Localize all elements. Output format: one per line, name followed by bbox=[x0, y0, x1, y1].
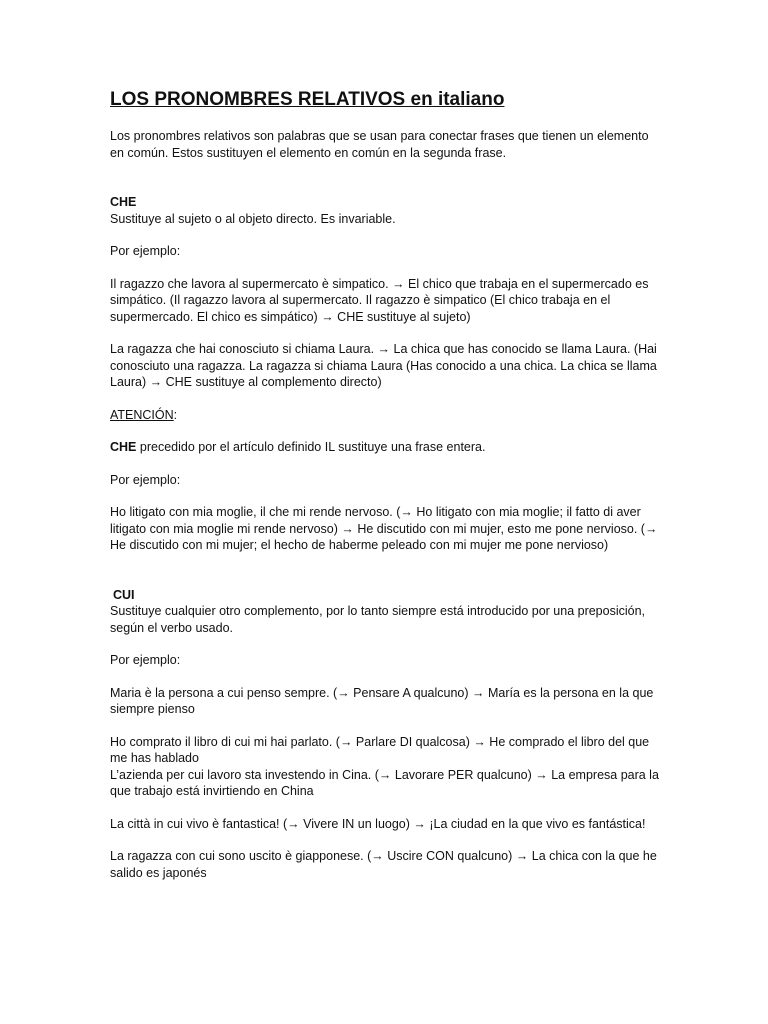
atencion-che-bold: CHE bbox=[110, 440, 137, 454]
atencion-paragraph bbox=[110, 439, 660, 456]
document-title: LOS PRONOMBRES RELATIVOS en italiano bbox=[110, 89, 505, 110]
cui-description: Sustituye cualquier otro complemento, por lo tanto siempre está introducido por una preposición, según el verbo usado. bbox=[110, 604, 646, 635]
che-example-3: Ho litigato con mia moglie, il che mi rende nervoso. (→ Ho litigato con mia moglie; il fatto di aver litigato con mia moglie mi rende nervoso) → He discutido con mi mujer, esto me pone nervioso. (→ He discutido con mi mujer; el hecho de haberme peleado con mi mujer me pone nervioso) bbox=[110, 505, 658, 552]
cui-example-3: La città in cui vivo è fantastica! (→ Vivere IN un luogo) → ¡La ciudad en la que vivo es fantástica! bbox=[110, 816, 646, 831]
che-por-ejemplo: Por ejemplo: bbox=[110, 244, 181, 258]
cui-example-2b: L’azienda per cui lavoro sta investendo in Cina. (→ Lavorare PER qualcuno) → La empresa para la que trabajo está invirtiendo en China bbox=[110, 767, 659, 798]
cui-example-4: La ragazza con cui sono uscito è giapponese. (→ Uscire CON qualcuno) → La chica con la que he salido es japonés bbox=[110, 849, 657, 880]
intro-paragraph: Los pronombres relativos son palabras que se usan para conectar frases que tienen un elemento en común. Estos sustituyen el elemento en común en la segunda frase. bbox=[110, 129, 649, 160]
cui-heading: CUI bbox=[113, 587, 135, 602]
cui-example-1: Maria è la persona a cui penso sempre. (→ Pensare A qualcuno) → María es la persona en la que siempre pienso bbox=[110, 685, 654, 716]
che-example-1: Il ragazzo che lavora al supermercato è simpatico. → El chico que trabaja en el supermercado es simpático. (Il ragazzo lavora al supermercato. Il ragazzo è simpatico (El chico trabaja en el supermercado. El chico es simpático) → CHE sustituye al sujeto) bbox=[110, 276, 649, 324]
document-page bbox=[110, 88, 660, 881]
atencion-label bbox=[110, 407, 660, 424]
atencion-word: ATENCIÓN bbox=[110, 407, 174, 422]
che-heading: CHE bbox=[110, 195, 137, 209]
atencion-colon: : bbox=[173, 407, 178, 422]
cui-example-2a: Ho comprato il libro di cui mi hai parlato. (→ Parlare DI qualcosa) → He comprado el libro del que me has hablado bbox=[110, 734, 650, 765]
che-example-2: La ragazza che hai conosciuto si chiama Laura. → La chica que has conocido se llama Laura. (Hai conosciuto una ragazza. La ragazza si chiama Laura (Has conocido a una chica. La chica se llama Laura) → CHE sustituye al complemento directo) bbox=[110, 342, 657, 389]
che-por-ejemplo-2: Por ejemplo: bbox=[110, 472, 181, 487]
che-description: Sustituye al sujeto o al objeto directo. Es invariable. bbox=[110, 211, 396, 226]
cui-por-ejemplo: Por ejemplo: bbox=[110, 653, 181, 667]
atencion-text: precedido por el artículo definido IL sustituye una frase entera. bbox=[136, 440, 486, 454]
